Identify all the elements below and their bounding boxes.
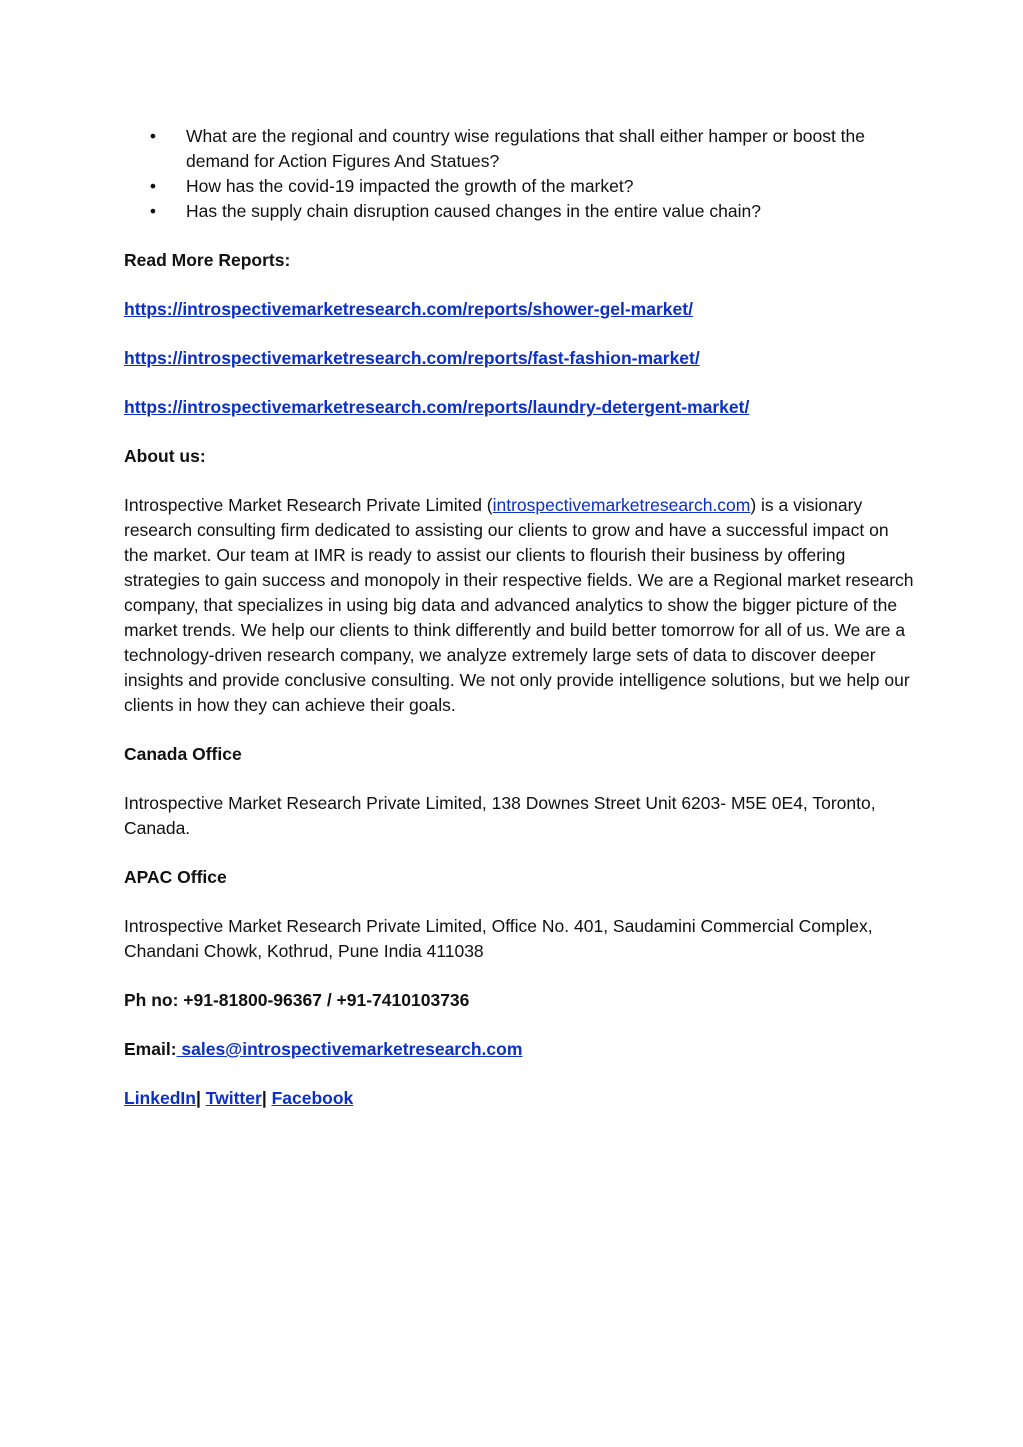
about-paragraph — [124, 493, 914, 718]
linkedin-link[interactable]: LinkedIn — [124, 1088, 196, 1108]
document-page — [124, 124, 914, 1135]
bullet-icon: • — [149, 176, 157, 196]
list-item — [124, 174, 914, 199]
list-item-text: What are the regional and country wise regulations that shall either hamper or boost the demand for Action Figures And Statues? — [186, 126, 865, 171]
report-link-paragraph — [124, 346, 914, 371]
canada-office-address: Introspective Market Research Private Limited, 138 Downes Street Unit 6203- M5E 0E4, Toronto, Canada. — [124, 793, 876, 838]
read-more-heading: Read More Reports: — [124, 250, 291, 270]
email-line — [124, 1037, 914, 1062]
bullet-icon: • — [149, 201, 157, 221]
company-site-link[interactable]: introspectivemarketresearch.com — [492, 495, 751, 515]
twitter-link[interactable]: Twitter — [205, 1088, 262, 1108]
list-item-text: How has the covid-19 impacted the growth of the market? — [186, 176, 634, 196]
separator: | — [261, 1088, 267, 1108]
about-heading: About us: — [124, 446, 206, 466]
apac-office-address: Introspective Market Research Private Limited, Office No. 401, Saudamini Commercial Complex, Chandani Chowk, Kothrud, Pune India 411038 — [124, 916, 873, 961]
report-link-fast-fashion[interactable]: https://introspectivemarketresearch.com/reports/fast-fashion-market/ — [124, 348, 700, 368]
phone-numbers: Ph no: +91-81800-96367 / +91-7410103736 — [124, 990, 470, 1010]
report-link-laundry-detergent[interactable]: https://introspectivemarketresearch.com/reports/laundry-detergent-market/ — [124, 397, 750, 417]
report-link-paragraph — [124, 297, 914, 322]
list-item-text: Has the supply chain disruption caused changes in the entire value chain? — [186, 201, 761, 221]
report-link-shower-gel[interactable]: https://introspectivemarketresearch.com/reports/shower-gel-market/ — [124, 299, 693, 319]
email-link[interactable]: sales@introspectivemarketresearch.com — [176, 1039, 523, 1059]
about-intro-text: Introspective Market Research Private Limited ( — [124, 495, 493, 515]
facebook-link[interactable]: Facebook — [271, 1088, 354, 1108]
list-item — [124, 124, 914, 174]
separator: | — [195, 1088, 201, 1108]
bullet-icon: • — [149, 126, 157, 146]
apac-office-heading: APAC Office — [124, 867, 227, 887]
list-item — [124, 199, 914, 224]
question-list — [124, 124, 914, 224]
social-links — [124, 1086, 914, 1111]
email-label: Email: — [124, 1039, 177, 1059]
about-body-text: ) is a visionary research consulting firm dedicated to assisting our clients to grow and have a successful impact on the market. Our team at IMR is ready to assist our clients to flourish their business by offering strategies to gain success and monopoly in their respective fields. We are a Regional market research company, that specializes in using big data and advanced analytics to show the bigger picture of the market trends. We help our clients to think differently and build better tomorrow for all of us. We are a technology-driven research company, we analyze extremely large sets of data to discover deeper insights and provide conclusive consulting. We not only provide intelligence solutions, but we help our clients in how they can achieve their goals. — [124, 495, 914, 715]
canada-office-heading: Canada Office — [124, 744, 242, 764]
report-link-paragraph — [124, 395, 914, 420]
